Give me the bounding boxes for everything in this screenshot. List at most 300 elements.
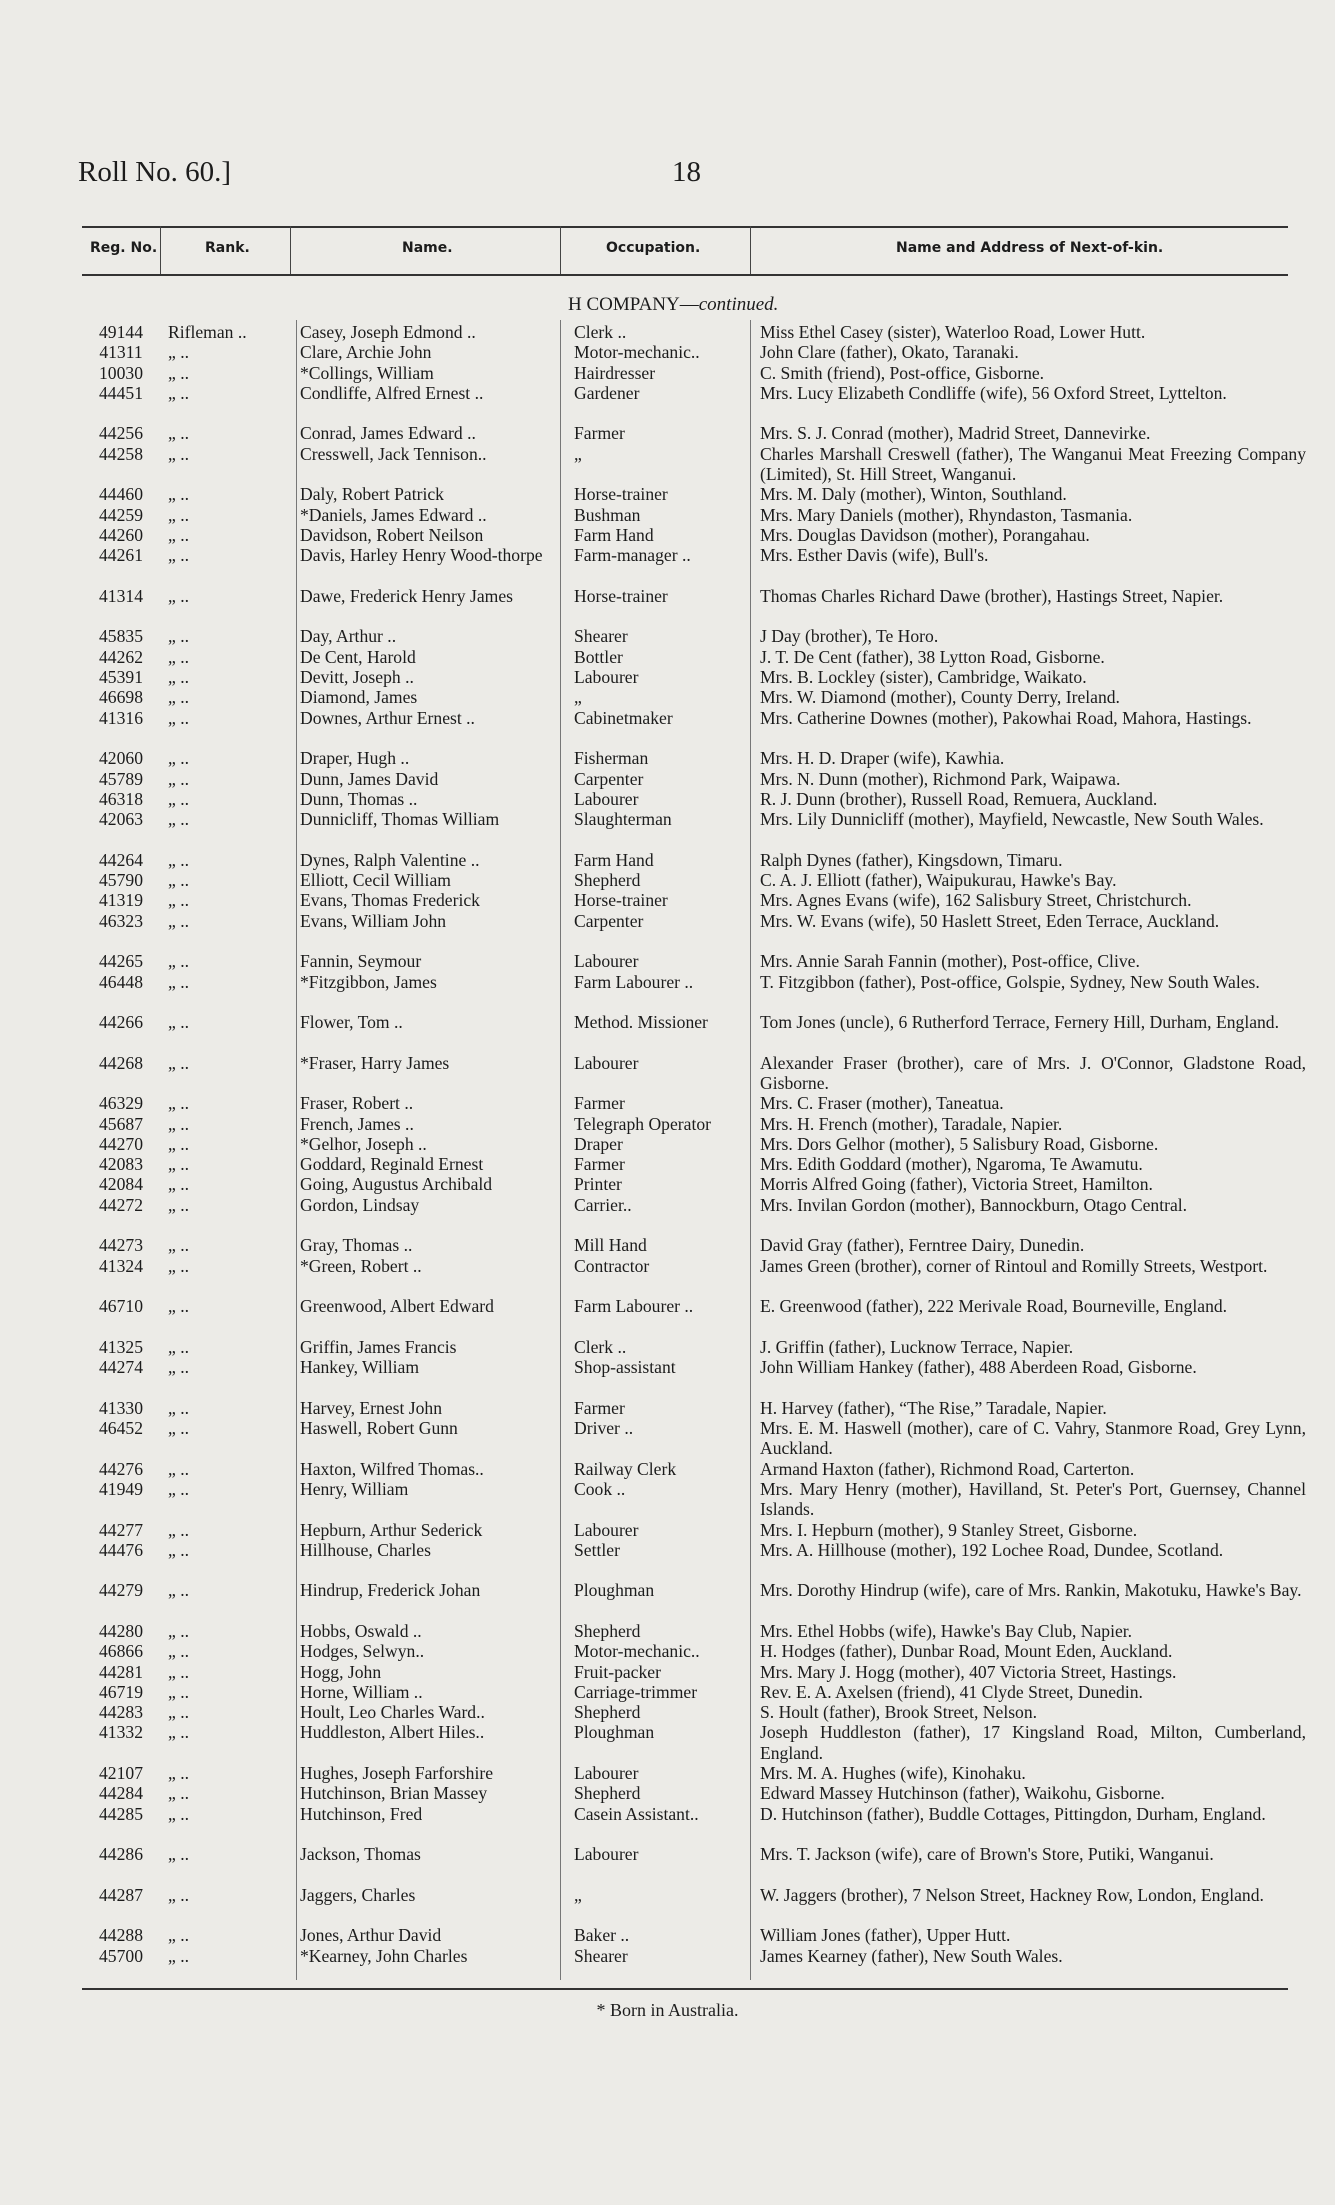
soldier-name: Fannin, Seymour bbox=[300, 951, 422, 972]
occupation: Ploughman bbox=[574, 1580, 655, 1601]
reg-number: 46329 bbox=[99, 1093, 143, 1114]
table-row bbox=[0, 444, 1335, 485]
reg-number: 44460 bbox=[99, 484, 143, 505]
soldier-name: Hughes, Joseph Farforshire bbox=[300, 1763, 494, 1784]
reg-number: 42063 bbox=[99, 809, 143, 830]
rank: „ .. bbox=[168, 870, 190, 891]
footnote: * Born in Australia. bbox=[596, 2000, 739, 2020]
table-row bbox=[0, 342, 1335, 362]
occupation: Ploughman bbox=[574, 1722, 655, 1743]
occupation: Shop-assistant bbox=[574, 1357, 676, 1378]
soldier-name: Hutchinson, Brian Massey bbox=[300, 1783, 488, 1804]
table-row bbox=[0, 1722, 1335, 1763]
next-of-kin: Mrs. Mary Henry (mother), Havilland, St. Peter's Port, Guernsey, Channel Islands. bbox=[760, 1478, 1306, 1520]
next-of-kin: Mrs. B. Lockley (sister), Cambridge, Waikato. bbox=[760, 667, 1087, 688]
soldier-name: Hutchinson, Fred bbox=[300, 1803, 423, 1824]
occupation: Shepherd bbox=[574, 1783, 641, 1804]
reg-number: 44281 bbox=[99, 1661, 143, 1682]
reg-number: 44262 bbox=[99, 646, 143, 667]
reg-number: 44283 bbox=[99, 1702, 143, 1723]
next-of-kin: Mrs. Lily Dunnicliff (mother), Mayfield, Newcastle, New South Wales. bbox=[760, 809, 1264, 830]
table-row bbox=[0, 951, 1335, 971]
rank: „ .. bbox=[168, 1296, 190, 1317]
reg-number: 46318 bbox=[99, 788, 143, 809]
next-of-kin: Mrs. C. Fraser (mother), Taneatua. bbox=[760, 1093, 1004, 1114]
occupation: Contractor bbox=[574, 1255, 650, 1276]
reg-number: 49144 bbox=[99, 322, 143, 342]
soldier-name: Devitt, Joseph .. bbox=[300, 667, 414, 688]
rank: „ .. bbox=[168, 484, 190, 505]
next-of-kin: Mrs. Dorothy Hindrup (wife), care of Mrs. Rankin, Makotuku, Hawke's Bay. bbox=[760, 1580, 1302, 1601]
col-header-name: Name. bbox=[402, 240, 453, 256]
reg-number: 45790 bbox=[99, 870, 143, 891]
rank: „ .. bbox=[168, 748, 190, 769]
soldier-name: De Cent, Harold bbox=[300, 646, 416, 667]
soldier-name: Draper, Hugh .. bbox=[300, 748, 410, 769]
occupation: Shepherd bbox=[574, 870, 641, 891]
next-of-kin: E. Greenwood (father), 222 Merivale Road, Bourneville, England. bbox=[760, 1296, 1228, 1317]
next-of-kin: Mrs. E. M. Haswell (mother), care of C. Vahry, Stanmore Road, Grey Lynn, Auckland. bbox=[760, 1418, 1306, 1459]
rank: „ .. bbox=[168, 524, 190, 545]
rank: „ .. bbox=[168, 1418, 190, 1439]
occupation: Farm Labourer .. bbox=[574, 1296, 694, 1317]
rank: „ .. bbox=[168, 1945, 190, 1966]
occupation: Labourer bbox=[574, 951, 639, 972]
table-top-rule bbox=[82, 226, 1288, 228]
occupation: Farmer bbox=[574, 1397, 625, 1418]
occupation: Shepherd bbox=[574, 1621, 641, 1641]
rank: „ .. bbox=[168, 1113, 190, 1134]
next-of-kin: William Jones (father), Upper Hutt. bbox=[760, 1925, 1011, 1946]
table-row bbox=[0, 1195, 1335, 1236]
next-of-kin: H. Harvey (father), “The Rise,” Taradale, Napier. bbox=[760, 1397, 1107, 1418]
rank: „ .. bbox=[168, 1519, 190, 1540]
rank: „ .. bbox=[168, 342, 190, 363]
col-divider bbox=[750, 226, 751, 274]
roll-number: Roll No. 60.] bbox=[78, 156, 232, 188]
reg-number: 41949 bbox=[99, 1478, 143, 1499]
occupation: Motor-mechanic.. bbox=[574, 342, 700, 363]
soldier-name: Diamond, James bbox=[300, 687, 418, 708]
table-row bbox=[0, 525, 1335, 545]
rank: „ .. bbox=[168, 1133, 190, 1154]
rank: „ .. bbox=[168, 362, 190, 383]
reg-number: 46698 bbox=[99, 687, 143, 708]
reg-number: 46448 bbox=[99, 971, 143, 992]
next-of-kin: Edward Massey Hutchinson (father), Waikohu, Gisborne. bbox=[760, 1783, 1165, 1804]
reg-number: 44272 bbox=[99, 1194, 143, 1215]
reg-number: 44285 bbox=[99, 1803, 143, 1824]
occupation: Driver .. bbox=[574, 1418, 634, 1439]
rank: „ .. bbox=[168, 1154, 190, 1175]
soldier-name: Hepburn, Arthur Sederick bbox=[300, 1519, 483, 1540]
table-row bbox=[0, 748, 1335, 768]
reg-number: 42060 bbox=[99, 748, 143, 769]
next-of-kin: T. Fitzgibbon (father), Post-office, Golspie, Sydney, New South Wales. bbox=[760, 971, 1260, 992]
soldier-name: Evans, Thomas Frederick bbox=[300, 890, 480, 911]
reg-number: 44270 bbox=[99, 1133, 143, 1154]
next-of-kin: Mrs. Mary J. Hogg (mother), 407 Victoria Street, Hastings. bbox=[760, 1661, 1177, 1682]
rank: „ .. bbox=[168, 423, 190, 444]
reg-number: 41332 bbox=[99, 1722, 143, 1743]
rank: „ .. bbox=[168, 890, 190, 911]
occupation: Labourer bbox=[574, 1763, 639, 1784]
table-row bbox=[0, 1357, 1335, 1398]
occupation: Labourer bbox=[574, 1519, 639, 1540]
col-header-occupation: Occupation. bbox=[606, 240, 701, 256]
soldier-name: Dawe, Frederick Henry James bbox=[300, 585, 513, 606]
table-row bbox=[0, 1702, 1335, 1722]
table-row bbox=[0, 1682, 1335, 1702]
soldier-name: Dynes, Ralph Valentine .. bbox=[300, 849, 480, 870]
rank: „ .. bbox=[168, 1763, 190, 1784]
occupation: Shearer bbox=[574, 626, 628, 647]
table-row bbox=[0, 890, 1335, 910]
occupation: Fisherman bbox=[574, 748, 649, 769]
soldier-name: Gray, Thomas .. bbox=[300, 1235, 413, 1256]
occupation: Clerk .. bbox=[574, 322, 627, 342]
table-row bbox=[0, 1134, 1335, 1154]
occupation: Fruit-packer bbox=[574, 1661, 661, 1682]
occupation: Labourer bbox=[574, 667, 639, 688]
next-of-kin: C. Smith (friend), Post-office, Gisborne. bbox=[760, 362, 1045, 383]
table-row bbox=[0, 1925, 1335, 1945]
rank: „ .. bbox=[168, 1621, 190, 1641]
table-row bbox=[0, 972, 1335, 1013]
soldier-name: Gordon, Lindsay bbox=[300, 1194, 420, 1215]
table-row bbox=[0, 1844, 1335, 1885]
reg-number: 41330 bbox=[99, 1397, 143, 1418]
reg-number: 44279 bbox=[99, 1580, 143, 1601]
table-row bbox=[0, 1114, 1335, 1134]
soldier-name: Haswell, Robert Gunn bbox=[300, 1418, 458, 1439]
soldier-name: French, James .. bbox=[300, 1113, 414, 1134]
next-of-kin: Mrs. N. Dunn (mother), Richmond Park, Waipawa. bbox=[760, 768, 1121, 789]
occupation: Baker .. bbox=[574, 1925, 630, 1946]
soldier-name: Condliffe, Alfred Ernest .. bbox=[300, 382, 484, 403]
occupation: Farmer bbox=[574, 1093, 625, 1114]
occupation: „ bbox=[574, 443, 582, 464]
reg-number: 46719 bbox=[99, 1681, 143, 1702]
soldier-name: Daly, Robert Patrick bbox=[300, 484, 444, 505]
table-row bbox=[0, 363, 1335, 383]
soldier-name: Dunn, Thomas .. bbox=[300, 788, 418, 809]
occupation: Slaughterman bbox=[574, 809, 672, 830]
table-row bbox=[0, 1479, 1335, 1520]
soldier-name: *Collings, William bbox=[300, 362, 434, 383]
next-of-kin: Mrs. Lucy Elizabeth Condliffe (wife), 56 Oxford Street, Lyttelton. bbox=[760, 382, 1227, 403]
soldier-name: Conrad, James Edward .. bbox=[300, 423, 476, 444]
rank: „ .. bbox=[168, 1357, 190, 1378]
rank: „ .. bbox=[168, 1194, 190, 1215]
reg-number: 44276 bbox=[99, 1458, 143, 1479]
rank: „ .. bbox=[168, 1235, 190, 1256]
rank: Rifleman .. bbox=[168, 322, 247, 342]
next-of-kin: Mrs. Esther Davis (wife), Bull's. bbox=[760, 545, 989, 566]
reg-number: 44264 bbox=[99, 849, 143, 870]
reg-number: 42084 bbox=[99, 1174, 143, 1195]
table-row bbox=[0, 484, 1335, 504]
occupation: Farm Labourer .. bbox=[574, 971, 694, 992]
soldier-name: Downes, Arthur Ernest .. bbox=[300, 707, 475, 728]
page-number: 18 bbox=[672, 156, 701, 188]
reg-number: 45789 bbox=[99, 768, 143, 789]
occupation: Mill Hand bbox=[574, 1235, 647, 1256]
table-row bbox=[0, 1783, 1335, 1803]
table-row bbox=[0, 1418, 1335, 1459]
rank: „ .. bbox=[168, 1174, 190, 1195]
reg-number: 44274 bbox=[99, 1357, 143, 1378]
soldier-name: Davis, Harley Henry Wood-thorpe bbox=[300, 545, 543, 566]
table-row bbox=[0, 1804, 1335, 1845]
rank: „ .. bbox=[168, 1539, 190, 1560]
reg-number: 45700 bbox=[99, 1945, 143, 1966]
table-row bbox=[0, 383, 1335, 424]
rank: „ .. bbox=[168, 443, 190, 464]
soldier-name: Jackson, Thomas bbox=[300, 1844, 421, 1865]
soldier-name: *Fitzgibbon, James bbox=[300, 971, 437, 992]
occupation: Motor-mechanic.. bbox=[574, 1641, 700, 1662]
occupation: Printer bbox=[574, 1174, 622, 1195]
rank: „ .. bbox=[168, 849, 190, 870]
occupation: Clerk .. bbox=[574, 1336, 627, 1357]
rank: „ .. bbox=[168, 809, 190, 830]
col-header-rank: Rank. bbox=[205, 240, 250, 256]
table-row bbox=[0, 1621, 1335, 1641]
table-row bbox=[0, 789, 1335, 809]
occupation: Cabinetmaker bbox=[574, 707, 673, 728]
soldier-name: Hankey, William bbox=[300, 1357, 419, 1378]
occupation: Horse-trainer bbox=[574, 484, 668, 505]
soldier-name: Hillhouse, Charles bbox=[300, 1539, 431, 1560]
next-of-kin: Mrs. M. A. Hughes (wife), Kinohaku. bbox=[760, 1763, 1026, 1784]
table-row bbox=[0, 545, 1335, 586]
occupation: Labourer bbox=[574, 788, 639, 809]
table-row bbox=[0, 1235, 1335, 1255]
rank: „ .. bbox=[168, 1681, 190, 1702]
rank: „ .. bbox=[168, 1925, 190, 1946]
rank: „ .. bbox=[168, 382, 190, 403]
rank: „ .. bbox=[168, 1661, 190, 1682]
next-of-kin: Mrs. H. D. Draper (wife), Kawhia. bbox=[760, 748, 1005, 769]
rank: „ .. bbox=[168, 545, 190, 566]
rank: „ .. bbox=[168, 667, 190, 688]
next-of-kin: Mrs. W. Diamond (mother), County Derry, Ireland. bbox=[760, 687, 1120, 708]
next-of-kin: David Gray (father), Ferntree Dairy, Dunedin. bbox=[760, 1235, 1085, 1256]
next-of-kin: Mrs. I. Hepburn (mother), 9 Stanley Street, Gisborne. bbox=[760, 1519, 1138, 1540]
rank: „ .. bbox=[168, 1052, 190, 1073]
reg-number: 44258 bbox=[99, 443, 143, 464]
occupation: Gardener bbox=[574, 382, 640, 403]
soldier-name: Dunn, James David bbox=[300, 768, 439, 789]
reg-number: 44287 bbox=[99, 1884, 143, 1905]
soldier-name: Huddleston, Albert Hiles.. bbox=[300, 1722, 485, 1743]
table-row bbox=[0, 505, 1335, 525]
reg-number: 45391 bbox=[99, 667, 143, 688]
next-of-kin: J. Griffin (father), Lucknow Terrace, Napier. bbox=[760, 1336, 1074, 1357]
next-of-kin: R. J. Dunn (brother), Russell Road, Remuera, Auckland. bbox=[760, 788, 1158, 809]
table-row bbox=[0, 1946, 1335, 1966]
table-row bbox=[0, 1154, 1335, 1174]
next-of-kin: Mrs. H. French (mother), Taradale, Napier. bbox=[760, 1113, 1063, 1134]
next-of-kin: Mrs. Dors Gelhor (mother), 5 Salisbury Road, Gisborne. bbox=[760, 1133, 1159, 1154]
table-row bbox=[0, 1337, 1335, 1357]
table-row bbox=[0, 1012, 1335, 1053]
rank: „ .. bbox=[168, 585, 190, 606]
next-of-kin: John William Hankey (father), 488 Aberdeen Road, Gisborne. bbox=[760, 1357, 1197, 1378]
rank: „ .. bbox=[168, 1255, 190, 1276]
rank: „ .. bbox=[168, 504, 190, 525]
reg-number: 46866 bbox=[99, 1641, 143, 1662]
section-continued: continued. bbox=[698, 294, 779, 315]
soldier-name: Jones, Arthur David bbox=[300, 1925, 442, 1946]
soldier-name: Griffin, James Francis bbox=[300, 1336, 457, 1357]
rank: „ .. bbox=[168, 1580, 190, 1601]
table-row bbox=[0, 1174, 1335, 1194]
table-row bbox=[0, 1885, 1335, 1926]
reg-number: 44261 bbox=[99, 545, 143, 566]
next-of-kin: D. Hutchinson (father), Buddle Cottages, Pittingdon, Durham, England. bbox=[760, 1803, 1266, 1824]
soldier-name: Flower, Tom .. bbox=[300, 1012, 403, 1033]
rank: „ .. bbox=[168, 1783, 190, 1804]
table-row bbox=[0, 911, 1335, 952]
occupation: Horse-trainer bbox=[574, 890, 668, 911]
occupation: Railway Clerk bbox=[574, 1458, 677, 1479]
next-of-kin: Mrs. W. Evans (wife), 50 Haslett Street, Eden Terrace, Auckland. bbox=[760, 910, 1220, 931]
table-row bbox=[0, 1540, 1335, 1581]
table-row bbox=[0, 586, 1335, 627]
soldier-name: Harvey, Ernest John bbox=[300, 1397, 443, 1418]
reg-number: 44288 bbox=[99, 1925, 143, 1946]
col-divider bbox=[160, 226, 161, 274]
soldier-name: Greenwood, Albert Edward bbox=[300, 1296, 494, 1317]
next-of-kin: J Day (brother), Te Horo. bbox=[760, 626, 939, 647]
soldier-name: Hobbs, Oswald .. bbox=[300, 1621, 422, 1641]
table-row bbox=[0, 1093, 1335, 1113]
reg-number: 44256 bbox=[99, 423, 143, 444]
soldier-name: Dunnicliff, Thomas William bbox=[300, 809, 500, 830]
reg-number: 44265 bbox=[99, 951, 143, 972]
table-bottom-rule bbox=[82, 1988, 1288, 1990]
occupation: Farmer bbox=[574, 423, 625, 444]
roll-table-body bbox=[0, 322, 1335, 1966]
rank: „ .. bbox=[168, 1722, 190, 1743]
occupation: Cook .. bbox=[574, 1478, 626, 1499]
next-of-kin: Mrs. Catherine Downes (mother), Pakowhai Road, Mahora, Hastings. bbox=[760, 707, 1252, 728]
reg-number: 44286 bbox=[99, 1844, 143, 1865]
rank: „ .. bbox=[168, 1702, 190, 1723]
rank: „ .. bbox=[168, 768, 190, 789]
next-of-kin: James Green (brother), corner of Rintoul and Romilly Streets, Westport. bbox=[760, 1255, 1268, 1276]
rank: „ .. bbox=[168, 707, 190, 728]
col-header-reg: Reg. No. bbox=[90, 240, 158, 256]
reg-number: 44266 bbox=[99, 1012, 143, 1033]
soldier-name: *Daniels, James Edward .. bbox=[300, 504, 487, 525]
next-of-kin: Mrs. Agnes Evans (wife), 162 Salisbury Street, Christchurch. bbox=[760, 890, 1192, 911]
occupation: Shearer bbox=[574, 1945, 628, 1966]
reg-number: 42083 bbox=[99, 1154, 143, 1175]
next-of-kin: John Clare (father), Okato, Taranaki. bbox=[760, 342, 1019, 363]
next-of-kin: Mrs. Edith Goddard (mother), Ngaroma, Te Awamutu. bbox=[760, 1154, 1143, 1175]
occupation: „ bbox=[574, 1884, 582, 1905]
soldier-name: Haxton, Wilfred Thomas.. bbox=[300, 1458, 484, 1479]
next-of-kin: Charles Marshall Creswell (father), The Wanganui Meat Freezing Company (Limited), St. Hill Street, Wanganui. bbox=[760, 443, 1306, 485]
occupation: Casein Assistant.. bbox=[574, 1803, 699, 1824]
soldier-name: Hoult, Leo Charles Ward.. bbox=[300, 1702, 485, 1723]
soldier-name: Evans, William John bbox=[300, 910, 447, 931]
table-row bbox=[0, 809, 1335, 850]
soldier-name: Going, Augustus Archibald bbox=[300, 1174, 493, 1195]
soldier-name: Cresswell, Jack Tennison.. bbox=[300, 443, 487, 464]
occupation: Farm Hand bbox=[574, 849, 654, 870]
reg-number: 44451 bbox=[99, 382, 143, 403]
rank: „ .. bbox=[168, 951, 190, 972]
next-of-kin: Rev. E. A. Axelsen (friend), 41 Clyde Street, Dunedin. bbox=[760, 1681, 1143, 1702]
next-of-kin: Mrs. S. J. Conrad (mother), Madrid Street, Dannevirke. bbox=[760, 423, 1151, 444]
reg-number: 41324 bbox=[99, 1255, 143, 1276]
occupation: Labourer bbox=[574, 1052, 639, 1073]
rank: „ .. bbox=[168, 1641, 190, 1662]
occupation: Horse-trainer bbox=[574, 585, 668, 606]
reg-number: 41314 bbox=[99, 585, 143, 606]
rank: „ .. bbox=[168, 1012, 190, 1033]
reg-number: 44277 bbox=[99, 1519, 143, 1540]
occupation: Labourer bbox=[574, 1844, 639, 1865]
table-row bbox=[0, 1296, 1335, 1337]
rank: „ .. bbox=[168, 910, 190, 931]
soldier-name: Goddard, Reginald Ernest bbox=[300, 1154, 484, 1175]
soldier-name: *Green, Robert .. bbox=[300, 1255, 422, 1276]
next-of-kin: C. A. J. Elliott (father), Waipukurau, Hawke's Bay. bbox=[760, 870, 1117, 891]
table-row bbox=[0, 687, 1335, 707]
table-row bbox=[0, 1763, 1335, 1783]
table-row bbox=[0, 1520, 1335, 1540]
rank: „ .. bbox=[168, 1803, 190, 1824]
occupation: Shepherd bbox=[574, 1702, 641, 1723]
reg-number: 46452 bbox=[99, 1418, 143, 1439]
next-of-kin: Tom Jones (uncle), 6 Rutherford Terrace, Fernery Hill, Durham, England. bbox=[760, 1012, 1280, 1033]
next-of-kin: S. Hoult (father), Brook Street, Nelson. bbox=[760, 1702, 1038, 1723]
rank: „ .. bbox=[168, 1458, 190, 1479]
soldier-name: Hodges, Selwyn.. bbox=[300, 1641, 425, 1662]
occupation: Bushman bbox=[574, 504, 641, 525]
next-of-kin: Mrs. Annie Sarah Fannin (mother), Post-office, Clive. bbox=[760, 951, 1140, 972]
soldier-name: *Fraser, Harry James bbox=[300, 1052, 450, 1073]
section-heading bbox=[568, 294, 778, 316]
reg-number: 44476 bbox=[99, 1539, 143, 1560]
next-of-kin: Alexander Fraser (brother), care of Mrs. J. O'Connor, Gladstone Road, Gisborne. bbox=[760, 1052, 1306, 1093]
occupation: Carpenter bbox=[574, 768, 644, 789]
soldier-name: *Kearney, John Charles bbox=[300, 1945, 468, 1966]
next-of-kin: Mrs. Douglas Davidson (mother), Porangahau. bbox=[760, 524, 1090, 545]
soldier-name: Hindrup, Frederick Johan bbox=[300, 1580, 481, 1601]
table-row bbox=[0, 667, 1335, 687]
soldier-name: Clare, Archie John bbox=[300, 342, 432, 363]
reg-number: 10030 bbox=[99, 362, 143, 383]
table-row bbox=[0, 1256, 1335, 1297]
reg-number: 45687 bbox=[99, 1113, 143, 1134]
table-row bbox=[0, 647, 1335, 667]
soldier-name: Horne, William .. bbox=[300, 1681, 423, 1702]
table-row bbox=[0, 769, 1335, 789]
rank: „ .. bbox=[168, 646, 190, 667]
next-of-kin: Mrs. A. Hillhouse (mother), 192 Lochee Road, Dundee, Scotland. bbox=[760, 1539, 1224, 1560]
occupation: Carriage-trimmer bbox=[574, 1681, 698, 1702]
table-row bbox=[0, 1580, 1335, 1621]
reg-number: 44260 bbox=[99, 524, 143, 545]
table-row bbox=[0, 1053, 1335, 1094]
next-of-kin: Armand Haxton (father), Richmond Road, Carterton. bbox=[760, 1458, 1135, 1479]
